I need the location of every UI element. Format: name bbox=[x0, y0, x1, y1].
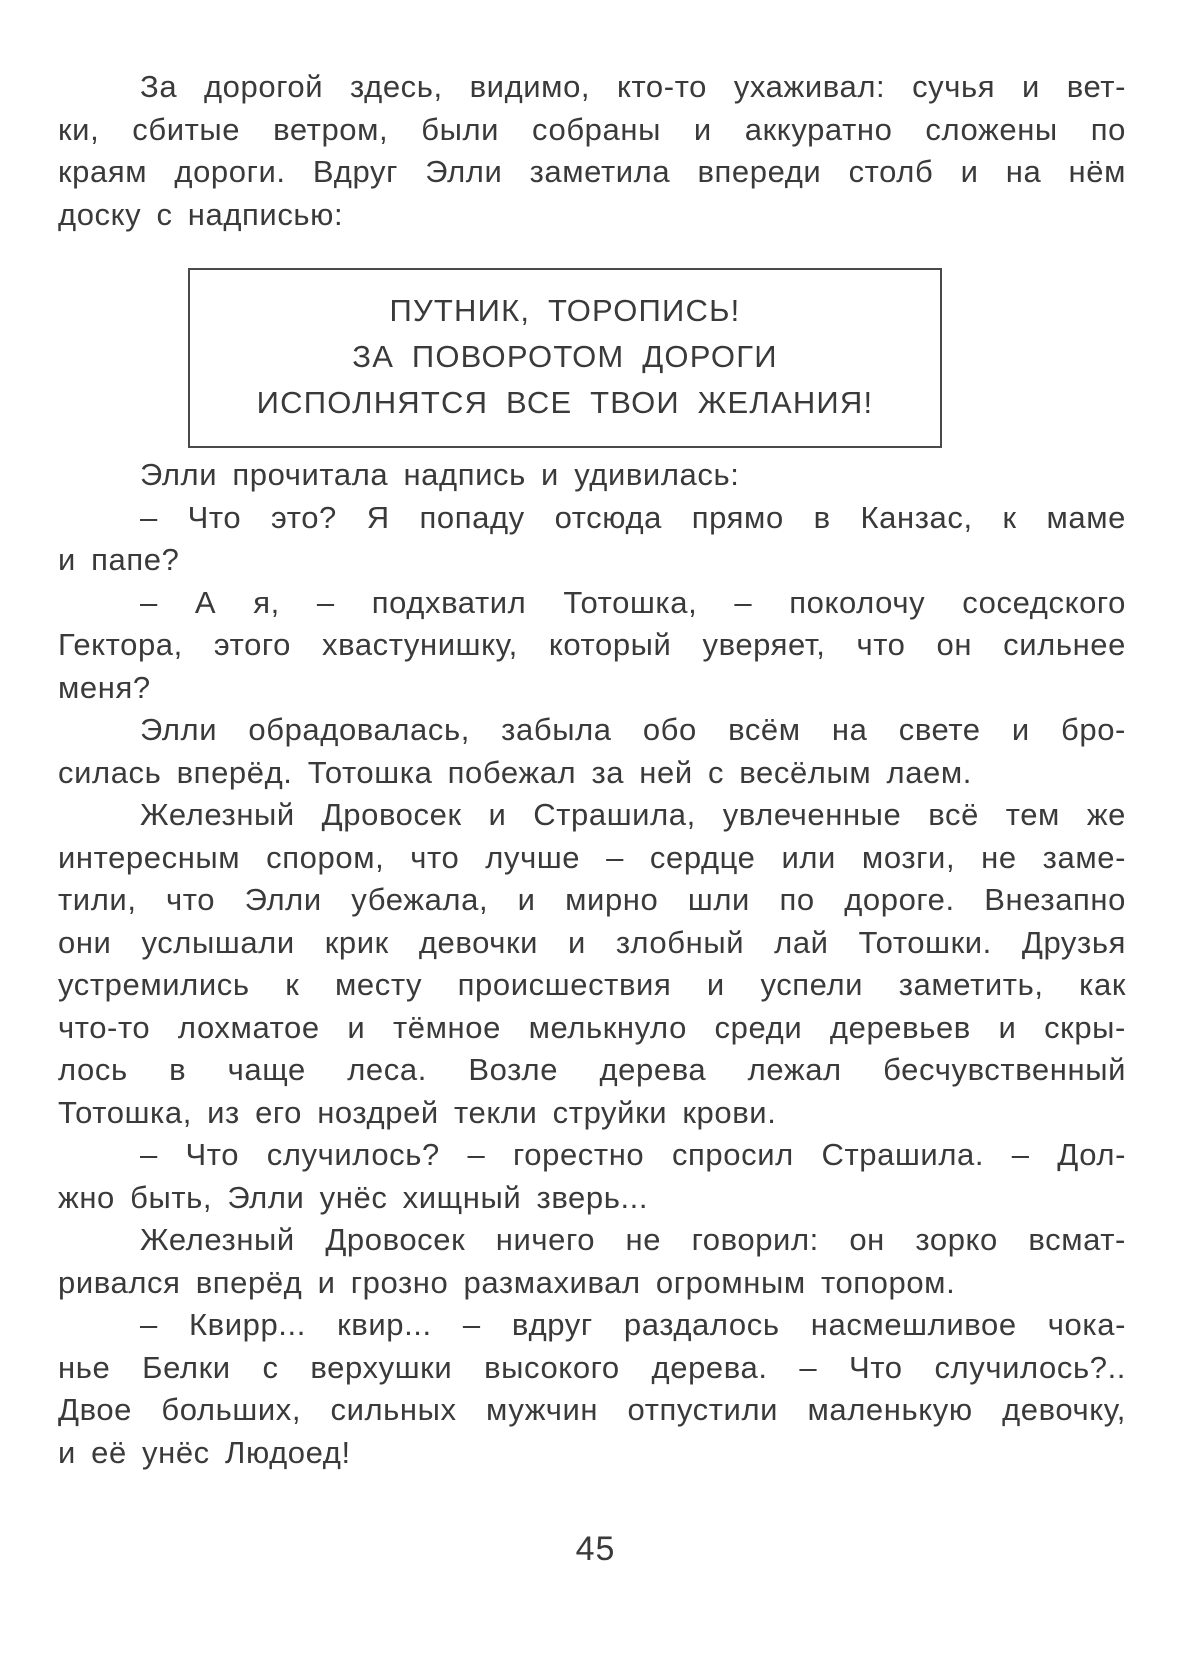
text-line: тили, что Элли убежала, и мирно шли по дороге. Внезапно bbox=[58, 882, 1126, 917]
text-line: устремились к месту происшествия и успели заметить, как bbox=[58, 967, 1126, 1002]
text-line: нье Белки с верхушки высокого дерева. – Что случилось?.. bbox=[58, 1349, 1126, 1385]
paragraph-intro bbox=[58, 66, 1126, 236]
text-line: лось в чаще леса. Возле дерева лежал бесчувственный bbox=[58, 1052, 1126, 1087]
text-line: – Что это? Я попаду отсюда прямо в Канзас, к маме bbox=[140, 499, 1126, 535]
text-line: Железный Дровосек ничего не говорил: он зорко всмат- bbox=[140, 1222, 1126, 1257]
text-line: За дорогой здесь, видимо, кто-то ухаживал: сучья и вет- bbox=[140, 69, 1126, 104]
sign-line: ЗА ПОВОРОТОМ ДОРОГИ bbox=[352, 339, 778, 374]
text-line: и папе? bbox=[58, 542, 180, 577]
text-line: они услышали крик девочки и злобный лай Тотошки. Друзья bbox=[58, 924, 1126, 960]
text-line: – А я, – подхватил Тотошка, – поколочу соседского bbox=[140, 584, 1126, 620]
page-number: 45 bbox=[575, 1530, 616, 1568]
text-line: – Что случилось? – горестно спросил Страшила. – Дол- bbox=[140, 1137, 1126, 1172]
text-line: Гектора, этого хвастунишку, который уверяет, что он сильнее bbox=[58, 627, 1126, 662]
story-body bbox=[58, 454, 1126, 1474]
text-line: краям дороги. Вдруг Элли заметила впереди столб и на нём bbox=[58, 154, 1126, 189]
text-line: интересным спором, что лучше – сердце или мозги, не заме- bbox=[58, 839, 1126, 875]
sign-line: ПУТНИК, ТОРОПИСЬ! bbox=[389, 293, 741, 328]
text-line: Тотошка, из его ноздрей текли струйки крови. bbox=[58, 1094, 777, 1130]
text-line: и её унёс Людоед! bbox=[58, 1434, 351, 1470]
text-line: жно быть, Элли унёс хищный зверь... bbox=[58, 1179, 649, 1215]
sign-line: ИСПОЛНЯТСЯ ВСЕ ТВОИ ЖЕЛАНИЯ! bbox=[256, 385, 874, 420]
text-line: что-то лохматое и тёмное мелькнуло среди деревьев и скры- bbox=[58, 1009, 1126, 1045]
text-line: силась вперёд. Тотошка побежал за ней с весёлым лаем. bbox=[58, 754, 972, 790]
text-line: Элли прочитала надпись и удивилась: bbox=[140, 457, 740, 492]
text-line: Элли обрадовалась, забыла обо всём на свете и бро- bbox=[140, 712, 1126, 747]
text-line: меня? bbox=[58, 669, 151, 705]
signboard-frame bbox=[188, 268, 942, 448]
text-line: Железный Дровосек и Страшила, увлеченные всё тем же bbox=[140, 797, 1126, 832]
text-line: доску с надписью: bbox=[58, 196, 344, 232]
text-line: ки, сбитые ветром, были собраны и аккуратно сложены по bbox=[58, 111, 1126, 147]
text-line: – Квирр... квир... – вдруг раздалось насмешливое чока- bbox=[140, 1307, 1126, 1342]
text-line: Двое больших, сильных мужчин отпустили маленькую девочку, bbox=[58, 1392, 1126, 1427]
text-line: ривался вперёд и грозно размахивал огромным топором. bbox=[58, 1264, 956, 1300]
